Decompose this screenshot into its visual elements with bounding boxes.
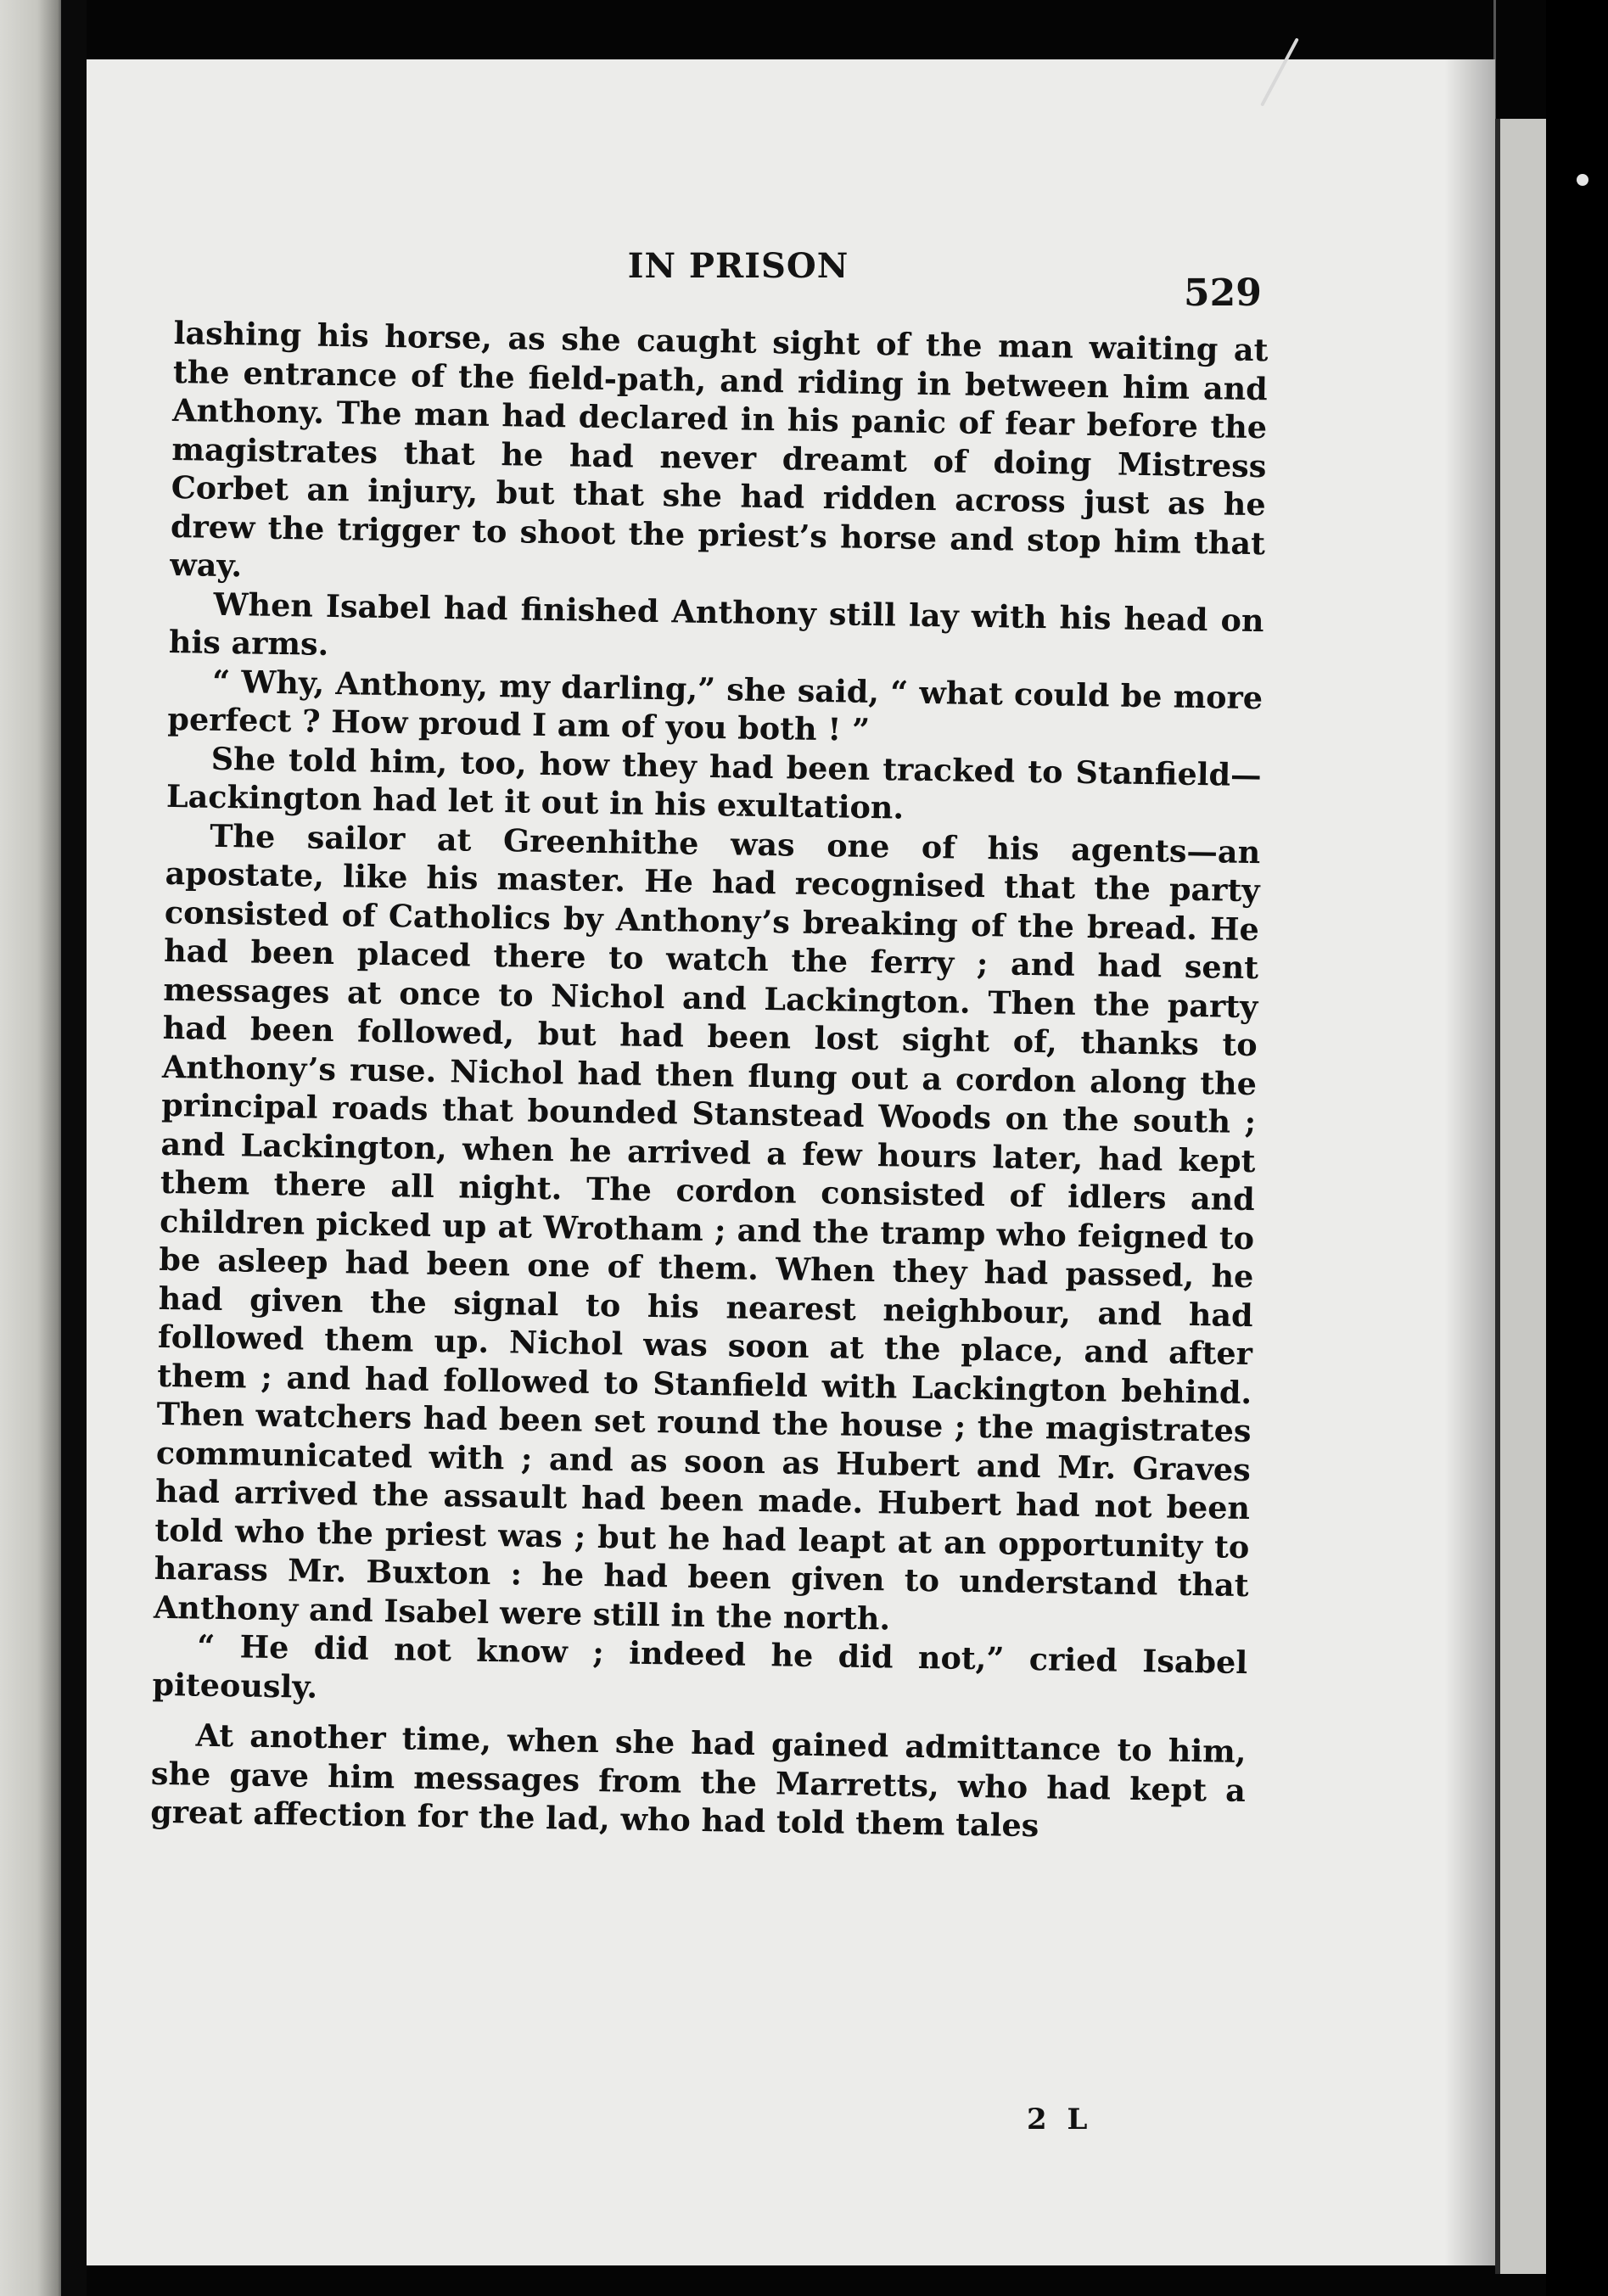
paragraph-6: “ He did not know ; indeed he did not,” cried Isabel piteously. — [152, 1627, 1248, 1705]
scan-background — [1546, 0, 1608, 2296]
paragraph-3: “ Why, Anthony, my darling,” she said, “ what could be more perfect ? How proud I am of you both ! ” — [167, 663, 1263, 748]
page-body-text — [150, 314, 1269, 1849]
dust-speck — [1577, 174, 1588, 186]
paragraph-7: At another time, when she had gained admittance to him, she gave him messages from the Marretts, who had kept a great affection for the lad, who had told them tales — [149, 1716, 1247, 1845]
paragraph-2: When Isabel had finished Anthony still lay with his head on his arms. — [168, 585, 1264, 663]
paragraph-4: She told him, too, how they had been tracked to Stanfield—Lackington had let it out in his exultation. — [165, 740, 1262, 826]
paragraph-5: The sailor at Greenhithe was one of his agents—an apostate, like his master. He had recognised that the party consisted of Catholics by Anthony’s breaking of the bread. He had been placed there to watch the ferry ; and had sent messages at once to Nichol and Lackington. Then the party had been followed, but had been lost sight of, thanks to Anthony’s ruse. Nichol had then flung out a cordon along the principal roads that bounded Stanstead Woods on the south ; and Lackington, when he arrived a few hours later, had kept them there all night. The cordon consisted of idlers and children picked up at Wrotham ; and the tramp who feigned to be asleep had been one of them. When they had passed, he had given the signal to his nearest neighbour, and had followed them up. Nichol was soon at the place, and after them ; and had followed to Stanfield with Lackington behind. Then watchers had been set round the house ; the magistrates communicated with ; and as soon as Hubert and Mr. Graves had arrived the assault had been made. Hubert had not been told who the priest was ; but he had leapt at an opportunity to harass Mr. Buxton : he had been given to understand that Anthony and Isabel were still in the north. — [153, 817, 1261, 1637]
page-fore-edge — [1495, 119, 1551, 2274]
facing-page-edge — [0, 0, 68, 2296]
chapter-running-title: IN PRISON — [627, 246, 849, 286]
printer-signature-mark: 2 L — [1027, 2103, 1093, 2136]
paragraph-1: lashing his horse, as she caught sight of the man waiting at the entrance of the field-path, and riding in between him and Anthony. The man had declared in his panic of fear before the magistrates that he had never dreamt of doing Mistress Corbet an injury, but that she had ridden across just as he drew the trigger to shoot the priest’s horse and stop him that way. — [170, 314, 1269, 585]
running-header — [187, 246, 1290, 297]
book-gutter — [61, 0, 87, 2296]
page-number: 529 — [1184, 272, 1262, 315]
